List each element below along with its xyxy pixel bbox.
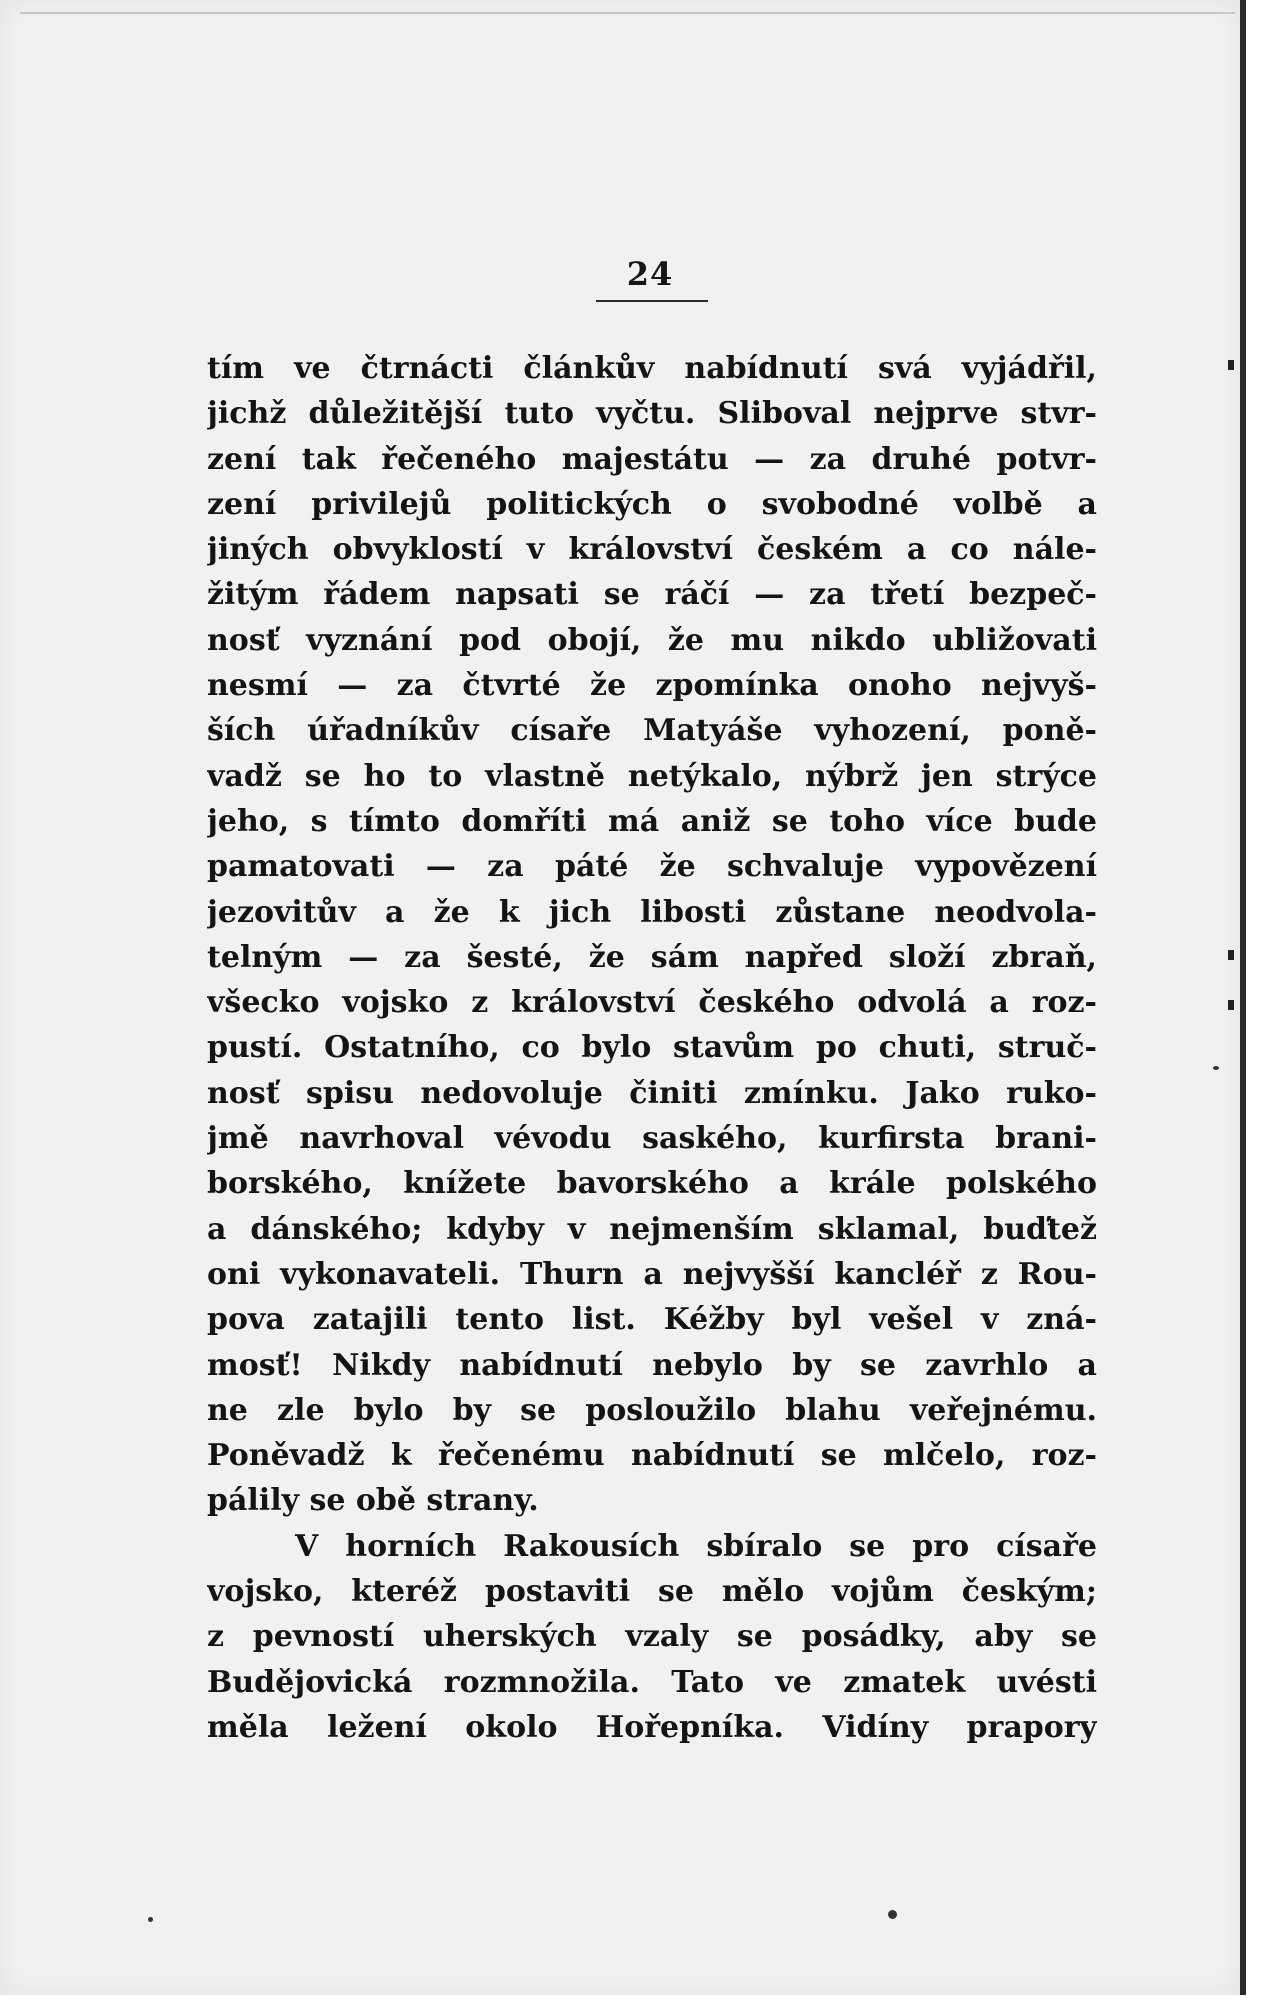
text-line: zení tak řečeného majestátu — za druhé potvr- (207, 441, 1097, 477)
text-line: žitým řádem napsati se ráčí — za třetí bezpeč- (207, 577, 1097, 613)
text-line: ne zle bylo by se posloužilo blahu veřejnému. (207, 1392, 1097, 1428)
text-line: pustí. Ostatního, co bylo stavům po chuti, struč- (207, 1030, 1097, 1066)
page-number-rule (596, 300, 708, 302)
paragraph (207, 1524, 1097, 1750)
text-line: nosť spisu nedovoluje činiti zmínku. Jako ruko- (207, 1075, 1097, 1111)
text-line: pova zatajili tento list. Kéžby byl vešel v zná- (207, 1302, 1097, 1338)
page-number: 24 (626, 255, 674, 293)
text-line: z pevností uherských vzaly se posádky, aby se (207, 1619, 1097, 1655)
text-line: nosť vyznání pod obojí, že mu nikdo ubližovati (207, 622, 1097, 658)
text-line: jezovitův a že k jich libosti zůstane neodvola- (207, 894, 1097, 930)
text-line: nesmí — za čtvrté že zpomínka onoho nejvyš- (207, 668, 1097, 704)
text-line: jmě navrhoval vévodu saského, kurfirsta brani- (207, 1121, 1097, 1157)
text-line: V horních Rakousích sbíralo se pro císaře (295, 1528, 1097, 1564)
text-line: pálily se obě strany. (207, 1483, 539, 1519)
text-line: vojsko, kteréž postaviti se mělo vojům českým; (207, 1574, 1097, 1610)
text-line: měla ležení okolo Hořepníka. Vidíny prapory (207, 1709, 1097, 1745)
text-line: pamatovati — za páté že schvaluje vypovězení (207, 849, 1097, 885)
text-line: ších úřadníkův císaře Matyáše vyhození, poně- (207, 713, 1097, 749)
text-line: vadž se ho to vlastně netýkalo, nýbrž jen strýce (207, 758, 1097, 794)
ink-speck (1213, 1066, 1219, 1070)
text-line: jichž důležitější tuto vyčtu. Sliboval nejprve stvr- (207, 396, 1097, 432)
text-line: Poněvadž k řečenému nabídnutí se mlčelo, roz- (207, 1438, 1097, 1474)
text-line: borského, knížete bavorského a krále polského (207, 1166, 1097, 1202)
top-edge-line (20, 12, 1235, 14)
text-line: Budějovická rozmnožila. Tato ve zmatek uvésti (207, 1664, 1097, 1700)
ink-speck (148, 1917, 153, 1922)
text-line: telným — za šesté, že sám napřed složí zbraň, (207, 939, 1097, 975)
text-line: a dánského; kdyby v nejmenším sklamal, buďtež (207, 1211, 1097, 1247)
text-line: oni vykonavateli. Thurn a nejvyšší kancléř z Rou- (207, 1256, 1097, 1292)
text-line: všecko vojsko z království českého odvolá a roz- (207, 985, 1097, 1021)
text-line: jiných obvyklostí v království českém a co nále- (207, 532, 1097, 568)
text-line: jeho, s tímto domříti má aniž se toho více bude (207, 803, 1097, 839)
paragraph (207, 346, 1097, 1524)
ink-speck (888, 1910, 897, 1919)
body-text (207, 346, 1097, 1750)
text-line: mosť! Nikdy nabídnutí nebylo by se zavrhlo a (207, 1347, 1097, 1383)
text-line: tím ve čtrnácti článkův nabídnutí svá vyjádřil, (207, 351, 1097, 386)
text-line: zení privilejů politických o svobodné volbě a (207, 486, 1097, 522)
binding-marks (1228, 360, 1234, 1160)
